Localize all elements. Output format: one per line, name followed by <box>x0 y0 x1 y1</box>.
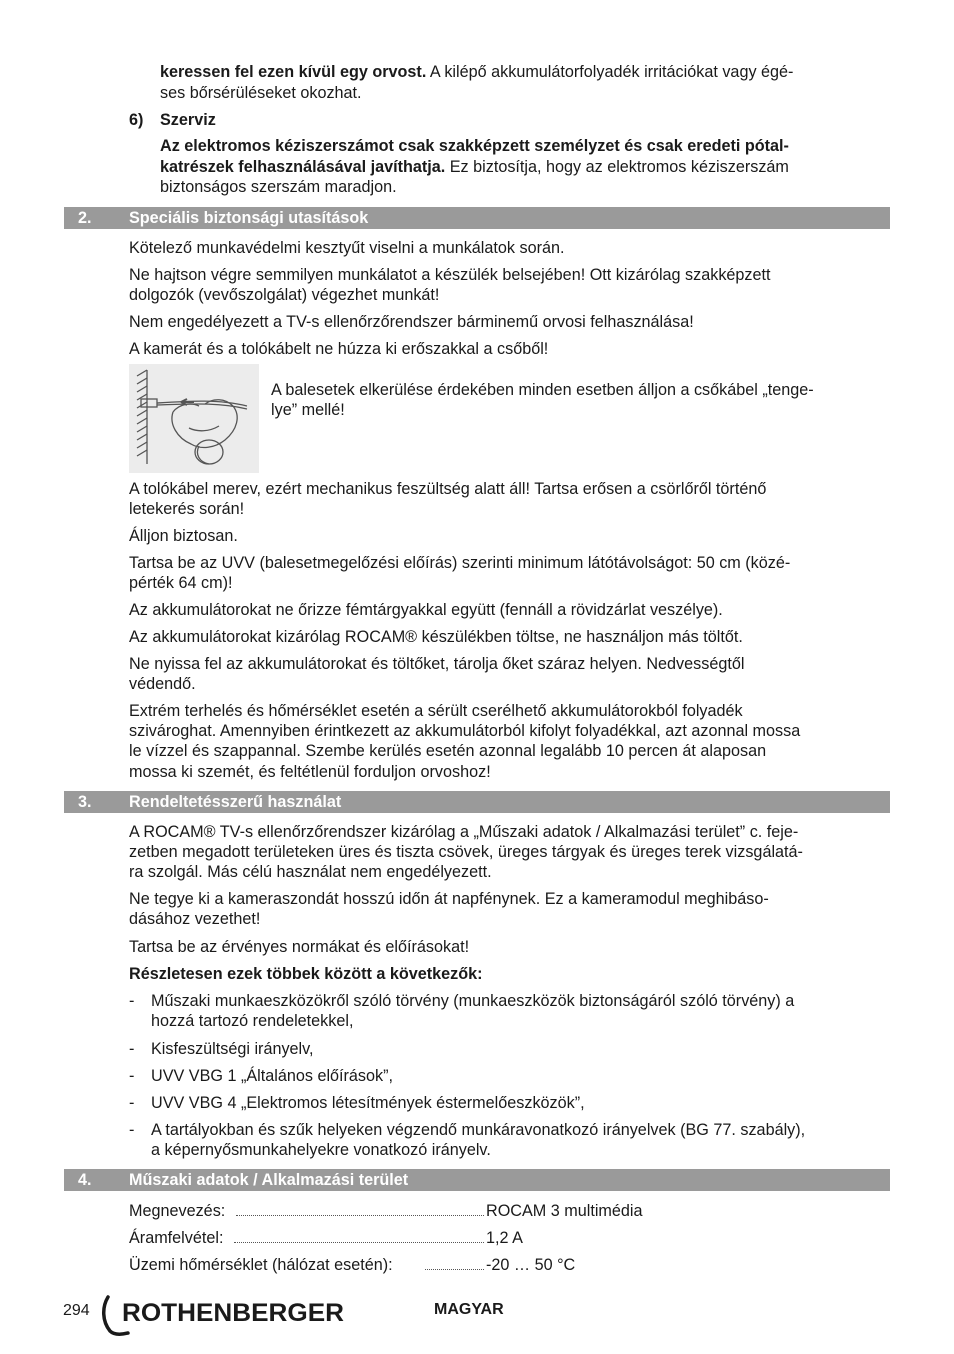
section-3-number: 3. <box>78 793 92 811</box>
section-4-header <box>64 1169 890 1191</box>
figure-caption-line1: A balesetek elkerülése érdekében minden esetben álljon a csőkábel „tenge- <box>271 381 814 399</box>
section-4-number: 4. <box>78 1171 92 1189</box>
paragraph: dolgozók (vevőszolgálat) végezhet munkát! <box>129 286 440 304</box>
section-2-title: Speciális biztonsági utasítások <box>129 209 369 227</box>
paragraph: ra szolgál. Más célú használat nem engedélyezett. <box>129 863 492 881</box>
person-pulling-cable-icon <box>129 364 259 473</box>
paragraph: zetben megadott területeken üres és tiszta csövek, üreges tárgyak és üreges terek vizsgálatá- <box>129 843 803 861</box>
page-number: 294 <box>63 1302 90 1319</box>
section-2-number: 2. <box>78 209 92 227</box>
paragraph: Ne hajtson végre semmilyen munkálatot a készülék belsejében! Ott kizárólag szakképzett <box>129 266 771 284</box>
paragraph: szivároghat. Amennyiben érintkezett az akkumulátorból kifolyt folyadékkal, azt azonnal mossa <box>129 722 801 740</box>
paragraph: Tartsa be az érvényes normákat és előírásokat! <box>129 938 470 956</box>
list-dash: - <box>129 1094 135 1112</box>
paragraph-bold: Részletesen ezek többek között a következők: <box>129 965 483 983</box>
figure-caption-line2: lye” mellé! <box>271 401 345 419</box>
spec-label: Üzemi hőmérséklet (hálózat esetén): <box>129 1256 393 1274</box>
section-3-header <box>64 791 890 813</box>
section-3-title: Rendeltetésszerű használat <box>129 793 342 811</box>
paragraph: Ne tegye ki a kameraszondát hosszú időn át napfénynek. Ez a kameramodul meghibáso- <box>129 890 769 908</box>
service-title: Szerviz <box>160 111 216 129</box>
service-number: 6) <box>129 111 144 129</box>
spec-value: -20 … 50 °C <box>486 1256 576 1274</box>
service-line3: biztonságos szerszám maradjon. <box>160 178 397 196</box>
list-item: UVV VBG 4 „Elektromos létesítmények éstermelőeszközök”, <box>151 1094 585 1112</box>
paragraph: Tartsa be az UVV (balesetmegelőzési előírás) szerinti minimum látótávolságot: 50 cm (közé- <box>129 554 791 572</box>
spec-value: 1,2 A <box>486 1229 523 1247</box>
paragraph: Ne nyissa fel az akkumulátorokat és töltőket, tárolja őket száraz helyen. Nedvességtől <box>129 655 745 673</box>
leader-dots <box>425 1269 484 1270</box>
service-line2: katrészek felhasználásával javíthatja. Ez biztosítja, hogy az elektromos kéziszerszám <box>160 158 789 176</box>
safety-figure <box>129 364 259 473</box>
paragraph: A kamerát és a tolókábelt ne húzza ki erőszakkal a csőből! <box>129 340 549 358</box>
paragraph: Extrém terhelés és hőmérséklet esetén a sérült cserélhető akkumulátorokból folyadék <box>129 702 743 720</box>
leader-dots <box>236 1215 484 1216</box>
list-dash: - <box>129 1121 135 1139</box>
spec-label: Megnevezés: <box>129 1202 226 1220</box>
list-dash: - <box>129 992 135 1010</box>
paragraph: Az akkumulátorokat ne őrizze fémtárgyakkal együtt (fennáll a rövidzárlat veszélye). <box>129 601 723 619</box>
section-2-header <box>64 207 890 229</box>
paragraph: Az akkumulátorokat kizárólag ROCAM® készülékben töltse, ne használjon más töltőt. <box>129 628 743 646</box>
list-dash: - <box>129 1040 135 1058</box>
paragraph: mossa ki szemét, és feltétlenül forduljon orvoshoz! <box>129 763 491 781</box>
paragraph: A tolókábel merev, ezért mechanikus feszültség alatt áll! Tartsa erősen a csörlőről történő <box>129 480 767 498</box>
list-item: UVV VBG 1 „Általános előírások”, <box>151 1067 394 1085</box>
paragraph: dásához vezethet! <box>129 910 261 928</box>
leader-dots <box>234 1242 484 1243</box>
list-item: hozzá tartozó rendeletekkel, <box>151 1012 354 1030</box>
paragraph: A ROCAM® TV-s ellenőrzőrendszer kizárólag a „Műszaki adatok / Alkalmazási terület” c. feje- <box>129 823 799 841</box>
spec-label: Áramfelvétel: <box>129 1229 224 1247</box>
language-label: MAGYAR <box>434 1301 504 1318</box>
svg-text:ROTHENBERGER: ROTHENBERGER <box>122 1299 344 1327</box>
list-dash: - <box>129 1067 135 1085</box>
paragraph: Álljon biztosan. <box>129 527 238 545</box>
paragraph: pérték 64 cm)! <box>129 574 233 592</box>
list-item: a képernyősmunkahelyekre vonatkozó irányelv. <box>151 1141 491 1159</box>
paragraph: le vízzel és szappannal. Szembe kerülés esetén azonnal legalább 10 percen át alaposan <box>129 742 767 760</box>
paragraph: védendő. <box>129 675 196 693</box>
list-item: Kisfeszültségi irányelv, <box>151 1040 314 1058</box>
list-item: Műszaki munkaeszközökről szóló törvény (munkaeszközök biztonságáról szóló törvény) a <box>151 992 795 1010</box>
spec-value: ROCAM 3 multimédia <box>486 1202 643 1220</box>
section-4-title: Műszaki adatok / Alkalmazási terület <box>129 1171 409 1189</box>
service-bold-line1: Az elektromos kéziszerszámot csak szakképzett személyzet és csak eredeti pótal- <box>160 137 789 155</box>
paragraph: Nem engedélyezett a TV-s ellenőrzőrendszer bárminemű orvosi felhasználása! <box>129 313 694 331</box>
warning-text-line2: ses bőrsérüléseket okozhat. <box>160 84 362 102</box>
list-item: A tartályokban és szűk helyeken végzendő munkáravonatkozó irányelvek (BG 77. szabály), <box>151 1121 806 1139</box>
paragraph: Kötelező munkavédelmi kesztyűt viselni a munkálatok során. <box>129 239 565 257</box>
paragraph: letekerés során! <box>129 500 245 518</box>
warning-text: keressen fel ezen kívül egy orvost. A kilépő akkumulátorfolyadék irritációkat vagy égé- <box>160 63 794 81</box>
brand-logo <box>100 1293 350 1337</box>
rothenberger-logo-icon <box>100 1293 350 1337</box>
